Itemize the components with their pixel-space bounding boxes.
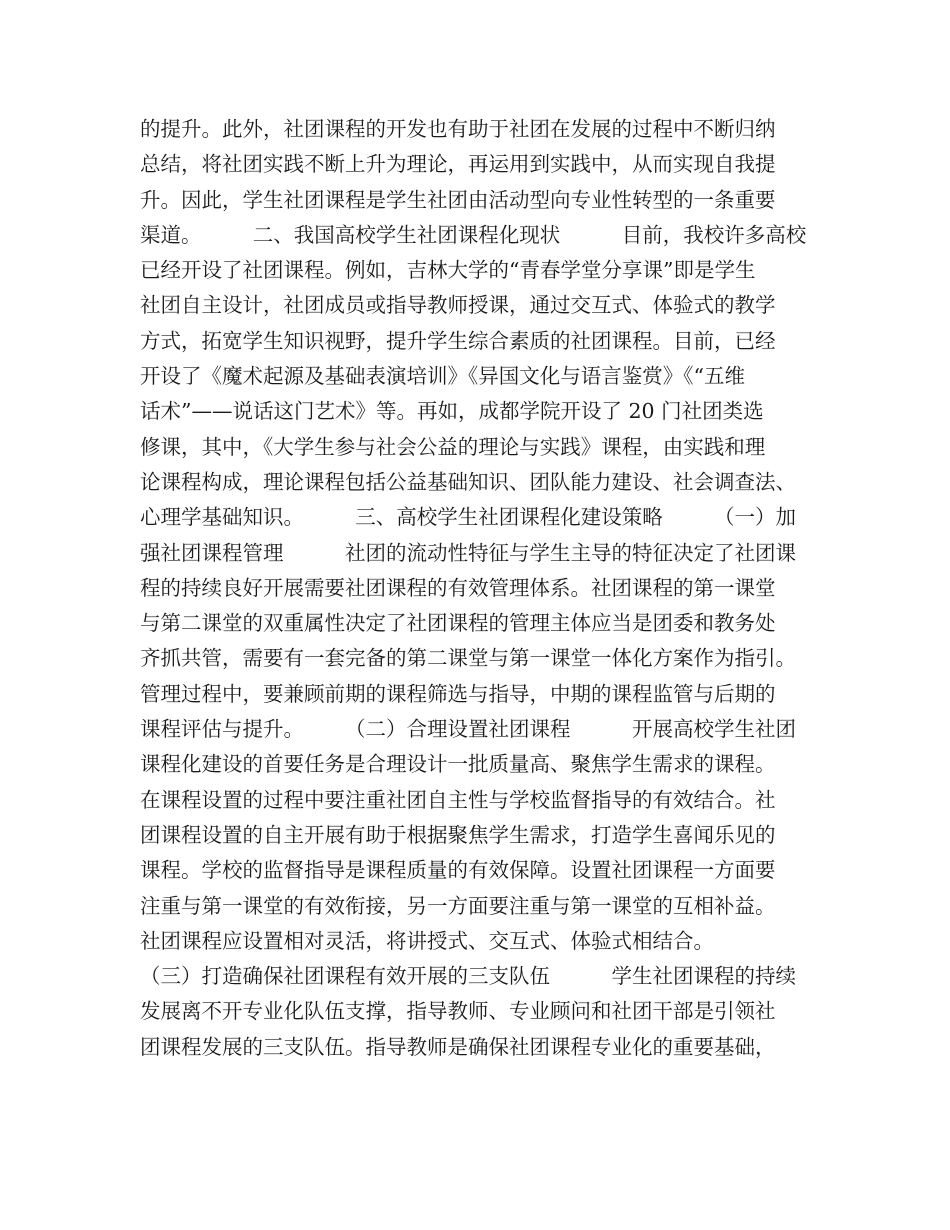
text-line: 团课程发展的三支队伍。指导教师是确保社团课程专业化的重要基础， xyxy=(140,1034,776,1059)
text-line: 已经开设了社团课程。例如，吉林大学的“青春学堂分享课”即是学生 xyxy=(140,258,756,283)
body-text xyxy=(140,112,830,1065)
text-line: 升。因此，学生社团课程是学生社团由活动型向专业性转型的一条重要 xyxy=(140,187,776,212)
text-line: 课程评估与提升。 （二）合理设置社团课程 开展高校学生社团 xyxy=(140,717,796,742)
text-line: 方式，拓宽学生知识视野，提升学生综合素质的社团课程。目前，已经 xyxy=(140,328,776,353)
text-line: 程的持续良好开展需要社团课程的有效管理体系。社团课程的第一课堂 xyxy=(140,575,776,600)
text-line: 团课程设置的自主开展有助于根据聚焦学生需求，打造学生喜闻乐见的 xyxy=(140,822,776,847)
text-line: 注重与第一课堂的有效衔接，另一方面要注重与第一课堂的互相补益。 xyxy=(140,893,776,918)
text-line: 修课，其中，《大学生参与社会公益的理论与实践》课程，由实践和理 xyxy=(140,434,766,459)
text-line: 渠道。 二、我国高校学生社团课程化现状 目前，我校许多高校 xyxy=(140,222,807,247)
text-line: 与第二课堂的双重属性决定了社团课程的管理主体应当是团委和教务处 xyxy=(140,611,776,636)
text-line: 开设了《魔术起源及基础表演培训》《异国文化与语言鉴赏》《“五维 xyxy=(140,364,745,389)
text-line: 课程。学校的监督指导是课程质量的有效保障。设置社团课程一方面要 xyxy=(140,858,776,883)
text-line: 话术”——说话这门艺术》等。再如，成都学院开设了 20 门社团类选 xyxy=(140,399,764,424)
text-line: 强社团课程管理 社团的流动性特征与学生主导的特征决定了社团课 xyxy=(140,540,796,565)
text-line: 社团自主设计，社团成员或指导教师授课，通过交互式、体验式的教学 xyxy=(140,293,776,318)
text-line: （三）打造确保社团课程有效开展的三支队伍 学生社团课程的持续 xyxy=(140,964,796,989)
text-line: 发展离不开专业化队伍支撑，指导教师、专业顾问和社团干部是引领社 xyxy=(140,999,776,1024)
text-line: 总结，将社团实践不断上升为理论，再运用到实践中，从而实现自我提 xyxy=(140,152,776,177)
text-line: 社团课程应设置相对灵活，将讲授式、交互式、体验式相结合。 xyxy=(140,928,714,953)
text-line: 论课程构成，理论课程包括公益基础知识、团队能力建设、社会调查法、 xyxy=(140,469,796,494)
text-line: 心理学基础知识。 三、高校学生社团课程化建设策略 （一）加 xyxy=(140,505,796,530)
text-line: 在课程设置的过程中要注重社团自主性与学校监督指导的有效结合。社 xyxy=(140,787,776,812)
text-line: 的提升。此外，社团课程的开发也有助于社团在发展的过程中不断归纳 xyxy=(140,117,776,141)
text-line: 管理过程中，要兼顾前期的课程筛选与指导，中期的课程监管与后期的 xyxy=(140,681,776,706)
text-line: 齐抓共管，需要有一套完备的第二课堂与第一课堂一体化方案作为指引。 xyxy=(140,646,796,671)
text-line: 课程化建设的首要任务是合理设计一批质量高、聚焦学生需求的课程。 xyxy=(140,752,776,777)
